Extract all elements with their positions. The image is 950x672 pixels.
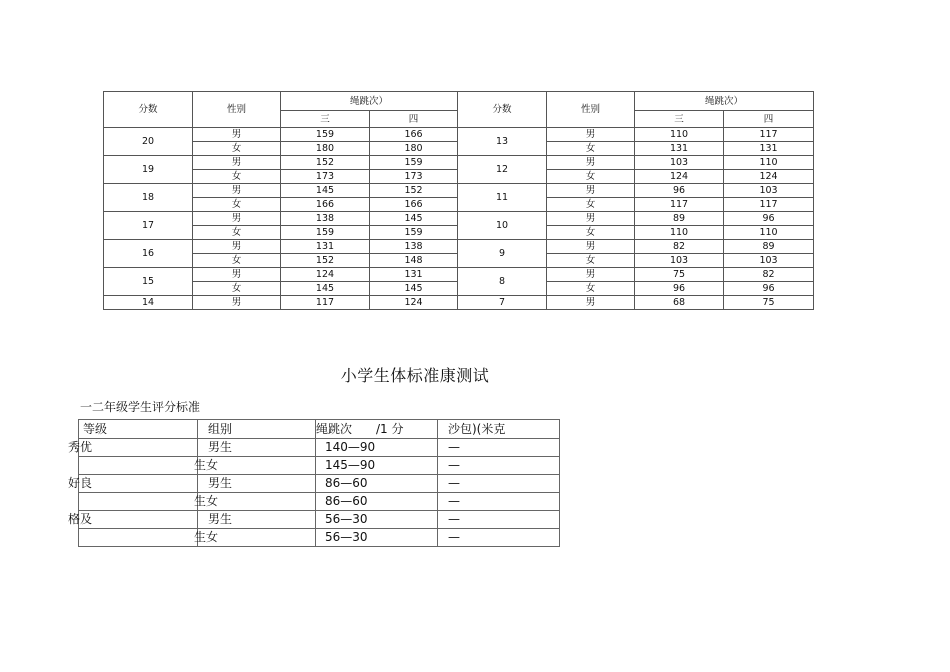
grade4-value: 173	[370, 170, 458, 184]
grade4-value: 131	[724, 142, 814, 156]
gender-cell: 男	[193, 184, 281, 198]
gender-cell: 女	[547, 226, 635, 240]
score-cell: 7	[458, 296, 547, 310]
grade3-value: 145	[281, 184, 370, 198]
grade4-value: 124	[724, 170, 814, 184]
grade3-value: 152	[281, 254, 370, 268]
score-cell: 17	[104, 212, 193, 240]
gender-cell: 男	[193, 128, 281, 142]
header-grade-4: 四	[724, 111, 814, 128]
score-cell: 10	[458, 212, 547, 240]
grade4-value: 117	[724, 128, 814, 142]
grade3-value: 82	[635, 240, 724, 254]
rope-range-cell: 145—90	[316, 457, 438, 475]
gender-cell: 女	[193, 170, 281, 184]
grade4-value: 103	[724, 184, 814, 198]
table-row	[79, 493, 560, 511]
header-group: 组别	[198, 420, 316, 439]
grade3-value: 124	[281, 268, 370, 282]
group-cell: 男生	[198, 475, 316, 493]
grade4-value: 159	[370, 226, 458, 240]
group-cell: 生女	[194, 529, 312, 547]
header-grade-3: 三	[281, 111, 370, 128]
table-row	[104, 156, 814, 170]
group-cell: 生女	[194, 457, 312, 475]
gender-cell: 女	[547, 254, 635, 268]
header-gender: 性别	[547, 92, 635, 128]
gender-cell: 男	[193, 212, 281, 226]
grade4-value: 166	[370, 128, 458, 142]
header-gender: 性别	[193, 92, 281, 128]
grade3-value: 68	[635, 296, 724, 310]
table-row	[79, 475, 560, 493]
rope-range-cell: 86—60	[316, 475, 438, 493]
grade4-value: 152	[370, 184, 458, 198]
gender-cell: 女	[193, 282, 281, 296]
grade3-value: 117	[281, 296, 370, 310]
rope-range-cell: 56—30	[316, 511, 438, 529]
grade3-value: 152	[281, 156, 370, 170]
gender-cell: 男	[547, 212, 635, 226]
grade3-value: 96	[635, 282, 724, 296]
grade3-value: 173	[281, 170, 370, 184]
grade4-value: 138	[370, 240, 458, 254]
gender-cell: 男	[547, 184, 635, 198]
header-event: 绳跳次）	[281, 92, 458, 111]
level-label: 好良	[68, 476, 93, 490]
gender-cell: 女	[547, 142, 635, 156]
level-label: 格及	[68, 512, 93, 526]
grade4-value: 82	[724, 268, 814, 282]
gender-cell: 男	[193, 156, 281, 170]
gender-cell: 男	[547, 268, 635, 282]
table-row	[104, 184, 814, 198]
score-cell: 15	[104, 268, 193, 296]
level-cell	[79, 511, 198, 529]
grade-standard-table	[78, 419, 560, 547]
sandbag-cell: —	[438, 439, 560, 457]
grade4-value: 124	[370, 296, 458, 310]
grade4-value: 75	[724, 296, 814, 310]
rope-range-cell: 140—90	[316, 439, 438, 457]
table-row	[104, 212, 814, 226]
grade4-value: 145	[370, 212, 458, 226]
gender-cell: 女	[193, 142, 281, 156]
grade3-value: 124	[635, 170, 724, 184]
rope-range-cell: 86—60	[316, 493, 438, 511]
score-cell: 19	[104, 156, 193, 184]
level-cell	[79, 439, 198, 457]
grade4-value: 131	[370, 268, 458, 282]
section-subtitle: 一二年级学生评分标准	[80, 400, 201, 414]
grade4-value: 166	[370, 198, 458, 212]
grade4-value: 145	[370, 282, 458, 296]
grade4-value: 96	[724, 212, 814, 226]
sandbag-cell: —	[438, 457, 560, 475]
level-cell	[79, 457, 198, 475]
group-cell: 男生	[198, 439, 316, 457]
grade3-value: 166	[281, 198, 370, 212]
level-cell	[79, 493, 198, 511]
level-label: 秀优	[68, 440, 93, 454]
score-cell: 9	[458, 240, 547, 268]
grade3-value: 110	[635, 226, 724, 240]
gender-cell: 女	[193, 254, 281, 268]
gender-cell: 女	[547, 198, 635, 212]
sandbag-cell: —	[438, 475, 560, 493]
grade4-value: 103	[724, 254, 814, 268]
header-event: 绳跳次）	[635, 92, 814, 111]
score-cell: 13	[458, 128, 547, 156]
grade3-value: 96	[635, 184, 724, 198]
gender-cell: 男	[547, 156, 635, 170]
sandbag-cell: —	[438, 493, 560, 511]
gender-cell: 男	[193, 296, 281, 310]
grade3-value: 138	[281, 212, 370, 226]
score-cell: 16	[104, 240, 193, 268]
group-cell: 生女	[194, 493, 312, 511]
grade3-value: 75	[635, 268, 724, 282]
grade4-value: 89	[724, 240, 814, 254]
level-cell	[79, 529, 198, 547]
header-grade-4: 四	[370, 111, 458, 128]
table-row	[104, 268, 814, 282]
table-row	[104, 240, 814, 254]
header-level: 等级	[79, 420, 198, 439]
grade4-value: 117	[724, 198, 814, 212]
table-row	[79, 529, 560, 547]
grade3-value: 159	[281, 128, 370, 142]
sandbag-cell: —	[438, 511, 560, 529]
level-cell	[79, 475, 198, 493]
page-title: 小学生体标准康测试	[340, 366, 490, 385]
gender-cell: 女	[547, 170, 635, 184]
gender-cell: 男	[547, 240, 635, 254]
header-grade-3: 三	[635, 111, 724, 128]
score-cell: 8	[458, 268, 547, 296]
rope-range-cell: 56—30	[316, 529, 438, 547]
grade4-value: 180	[370, 142, 458, 156]
grade3-value: 89	[635, 212, 724, 226]
gender-cell: 男	[193, 268, 281, 282]
grade3-value: 145	[281, 282, 370, 296]
table-row	[79, 511, 560, 529]
grade4-value: 148	[370, 254, 458, 268]
grade3-value: 110	[635, 128, 724, 142]
header-sandbag: 沙包)(米克	[438, 420, 560, 439]
gender-cell: 女	[193, 198, 281, 212]
table-row	[79, 457, 560, 475]
grade4-value: 110	[724, 156, 814, 170]
gender-cell: 女	[547, 282, 635, 296]
header-score: 分数	[458, 92, 547, 128]
grade3-value: 103	[635, 156, 724, 170]
grade4-value: 159	[370, 156, 458, 170]
score-cell: 12	[458, 156, 547, 184]
grade3-value: 103	[635, 254, 724, 268]
header-rope: 绳跳次 /1 分	[316, 420, 438, 439]
score-cell: 11	[458, 184, 547, 212]
grade3-value: 131	[281, 240, 370, 254]
header-score: 分数	[104, 92, 193, 128]
sandbag-cell: —	[438, 529, 560, 547]
table-row	[104, 128, 814, 142]
group-cell: 男生	[198, 511, 316, 529]
grade3-value: 159	[281, 226, 370, 240]
score-cell: 20	[104, 128, 193, 156]
grade4-value: 110	[724, 226, 814, 240]
gender-cell: 男	[547, 128, 635, 142]
grade4-value: 96	[724, 282, 814, 296]
table-row	[104, 296, 814, 310]
gender-cell: 女	[193, 226, 281, 240]
gender-cell: 男	[547, 296, 635, 310]
rope-skipping-score-table	[103, 91, 814, 310]
score-cell: 14	[104, 296, 193, 310]
gender-cell: 男	[193, 240, 281, 254]
table-row	[79, 439, 560, 457]
score-cell: 18	[104, 184, 193, 212]
grade3-value: 117	[635, 198, 724, 212]
grade3-value: 180	[281, 142, 370, 156]
grade3-value: 131	[635, 142, 724, 156]
